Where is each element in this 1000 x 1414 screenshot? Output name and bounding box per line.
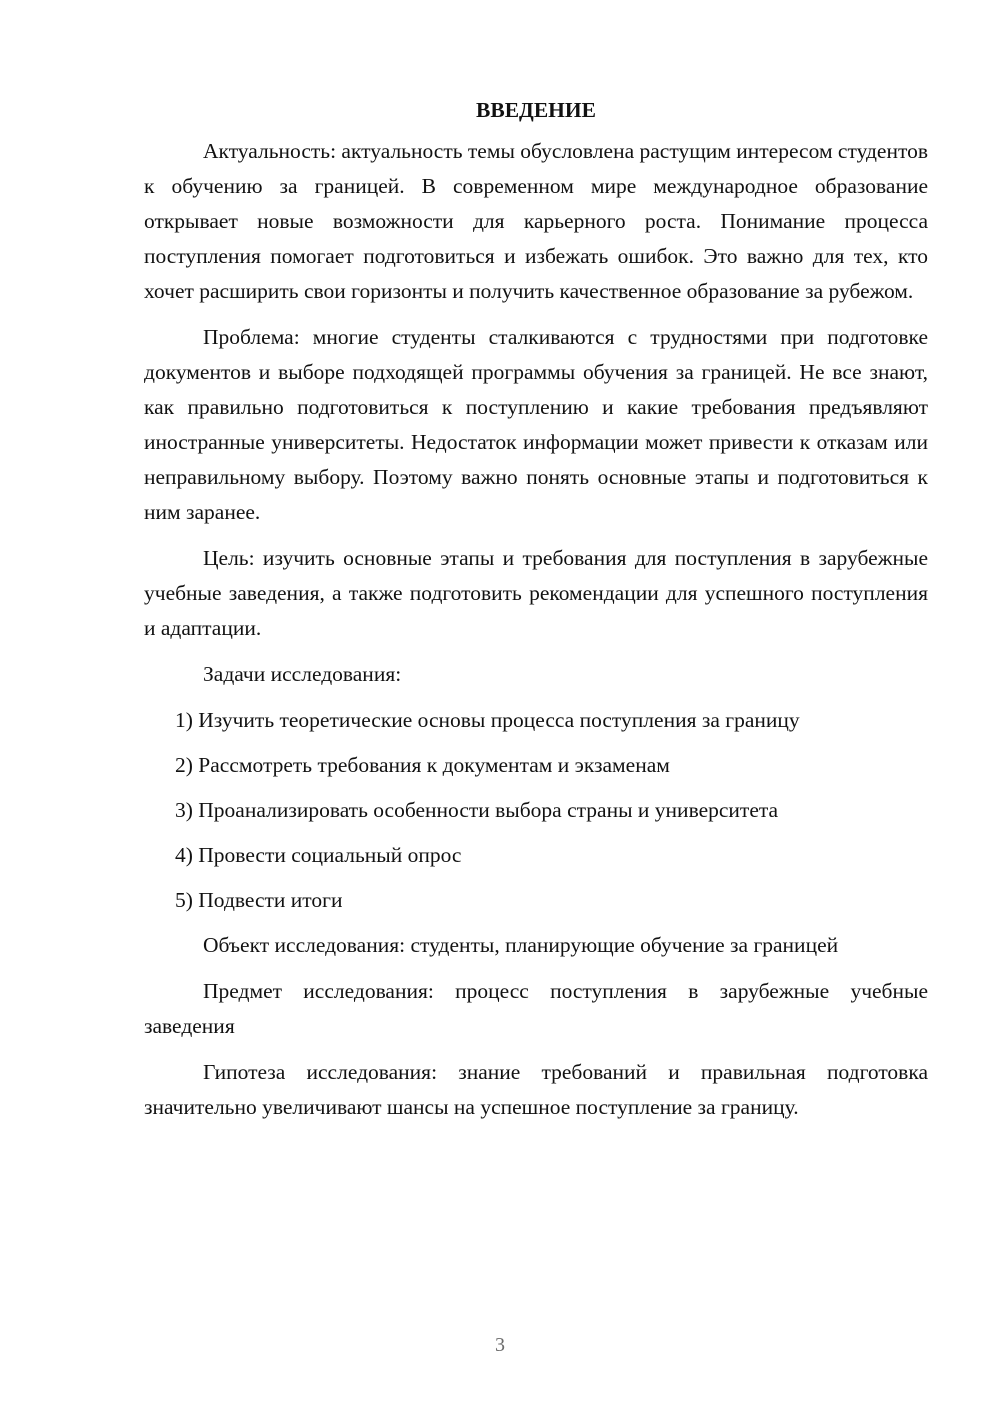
paragraph-goal: Цель: изучить основные этапы и требования для поступления в зарубежные учебные заведения, а также подготовить рекомендации для успешного поступления и адаптации. bbox=[144, 546, 928, 640]
list-item: 4) Провести социальный опрос bbox=[175, 843, 462, 867]
tasks-label: Задачи исследования: bbox=[203, 662, 402, 686]
page-heading: ВВЕДЕНИЕ bbox=[476, 98, 596, 122]
list-item: 2) Рассмотреть требования к документам и экзаменам bbox=[175, 753, 670, 777]
list-item: 5) Подвести итоги bbox=[175, 888, 343, 912]
list-item: 3) Проанализировать особенности выбора страны и университета bbox=[175, 798, 779, 822]
paragraph-problem: Проблема: многие студенты сталкиваются с трудностями при подготовке документов и выборе подходящей программы обучения за границей. Не все знают, как правильно подготовиться к поступлению и какие требования предъявляют иностранные университеты. Недостаток информации может привести к отказам или неправильному выбору. Поэтому важно понять основные этапы и подготовиться к ним заранее. bbox=[144, 325, 928, 524]
tasks-list bbox=[144, 703, 928, 918]
paragraph-relevance: Актуальность: актуальность темы обусловлена растущим интересом студентов к обучению за границей. В современном мире международное образование открывает новые возможности для карьерного роста. Понимание процесса поступления помогает подготовиться и избежать ошибок. Это важно для тех, кто хочет расширить свои горизонты и получить качественное образование за рубежом. bbox=[144, 139, 928, 303]
page-number: 3 bbox=[495, 1334, 505, 1356]
paragraph-object: Объект исследования: студенты, планирующие обучение за границей bbox=[203, 933, 839, 957]
paragraph-hypothesis: Гипотеза исследования: знание требований и правильная подготовка значительно увеличивают шансы на успешное поступление за границу. bbox=[144, 1060, 928, 1119]
paragraph-subject: Предмет исследования: процесс поступления в зарубежные учебные заведения bbox=[144, 979, 928, 1038]
list-item: 1) Изучить теоретические основы процесса поступления за границу bbox=[175, 708, 800, 732]
page-content bbox=[144, 96, 928, 1136]
